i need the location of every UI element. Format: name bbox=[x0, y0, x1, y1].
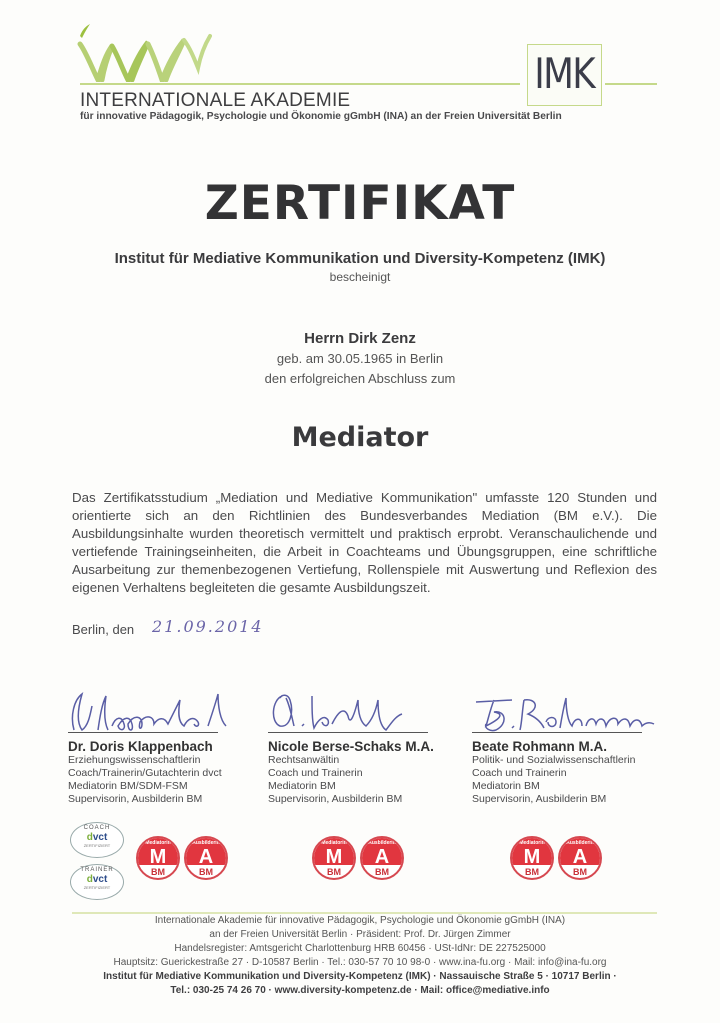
signatory-name: Nicole Berse-Schaks M.A. bbox=[268, 739, 434, 754]
seal-org: BM bbox=[327, 867, 341, 877]
seal-text: COACH bbox=[83, 825, 111, 831]
signatory-role: Supervisorin, Ausbilderin BM bbox=[472, 793, 607, 805]
dvct-trainer-seal-icon bbox=[70, 864, 124, 900]
bm-ausbilderin-seal-icon bbox=[360, 836, 404, 880]
signatory-role: Politik- und Sozialwissenschaftlerin bbox=[472, 754, 636, 766]
seal-letter: A bbox=[374, 846, 390, 868]
dvct-seals bbox=[70, 822, 124, 900]
signature-line bbox=[268, 732, 428, 733]
completion-text: den erfolgreichen Abschluss zum bbox=[264, 371, 456, 386]
signatory-name: Dr. Doris Klappenbach bbox=[68, 739, 213, 754]
seal-text-d: d bbox=[86, 874, 93, 885]
footer-line: an der Freien Universität Berlin · Präsident: Prof. Dr. Jürgen Zimmer bbox=[209, 929, 511, 940]
seal-org: BM bbox=[151, 867, 165, 877]
footer-line: Hauptsitz: Guerickestraße 27 · D-10587 Berlin · Tel.: 030-57 70 10 98-0 · www.ina-fu.org · Mail: info@ina-fu.org bbox=[113, 957, 607, 968]
issuing-institute: Institut für Mediative Kommunikation und Diversity-Kompetenz (IMK) bbox=[114, 250, 606, 267]
bm-mediatorin-seal-icon bbox=[510, 836, 554, 880]
signatory-role: Supervisorin, Ausbilderin BM bbox=[268, 793, 403, 805]
signatory-role: Coach und Trainerin bbox=[472, 767, 567, 779]
signatory-role: Coach/Trainerin/Gutachterin dvct bbox=[68, 767, 222, 779]
signatory-role: Mediatorin BM/SDM-FSM bbox=[68, 780, 188, 792]
seal-text: ZERTIFIZIERT bbox=[83, 885, 111, 890]
seal-arc: Mediatorin bbox=[145, 840, 171, 846]
seal-arc: Mediatorin bbox=[321, 840, 347, 846]
seal-letter: M bbox=[523, 846, 541, 868]
ina-grass-logo-icon bbox=[72, 22, 212, 82]
seal-letter: A bbox=[572, 846, 588, 868]
seal-letter: M bbox=[325, 846, 343, 868]
header-divider bbox=[80, 83, 520, 85]
seal-text-vct: vct bbox=[92, 874, 108, 885]
signatory-role: Supervisorin, Ausbilderin BM bbox=[68, 793, 203, 805]
qualification-title: Mediator bbox=[291, 422, 429, 453]
academy-title: INTERNATIONALE AKADEMIE bbox=[80, 90, 351, 111]
recipient-name: Herrn Dirk Zenz bbox=[304, 330, 416, 347]
seal-arc: Ausbilderin bbox=[566, 840, 594, 846]
certifies-label: bescheinigt bbox=[329, 270, 391, 284]
signatory-role: Rechtsanwältin bbox=[268, 754, 340, 766]
signature-rohmann-icon bbox=[472, 686, 657, 734]
recipient-birth: geb. am 30.05.1965 in Berlin bbox=[276, 351, 444, 366]
seal-org: BM bbox=[573, 867, 587, 877]
seal-text bbox=[71, 874, 123, 885]
handwritten-date: 21.09.2014 bbox=[152, 617, 264, 636]
dvct-coach-seal-icon bbox=[70, 822, 124, 858]
bm-seals-3 bbox=[510, 836, 602, 880]
signatory-1 bbox=[68, 686, 253, 806]
footer-line: Handelsregister: Amtsgericht Charlottenburg HRB 60456 · USt-IdNr: DE 227525000 bbox=[174, 943, 546, 954]
signature-berse-schaks-icon bbox=[268, 686, 438, 734]
signatory-role: Erziehungswissenschaftlerin bbox=[68, 754, 201, 766]
bm-mediatorin-seal-icon bbox=[136, 836, 180, 880]
seal-arc: Ausbilderin bbox=[192, 840, 220, 846]
bm-seals-2 bbox=[312, 836, 404, 880]
seal-text-vct: vct bbox=[92, 832, 108, 843]
seal-arc: Ausbilderin bbox=[368, 840, 396, 846]
imk-logo-text: IMK bbox=[534, 49, 595, 98]
bm-ausbilderin-seal-icon bbox=[184, 836, 228, 880]
certificate-title: ZERTIFIKAT bbox=[204, 176, 516, 231]
seal-letter: M bbox=[149, 846, 167, 868]
signatory-name: Beate Rohmann M.A. bbox=[472, 739, 608, 754]
signatory-2 bbox=[268, 686, 453, 806]
signatory-role: Mediatorin BM bbox=[268, 780, 336, 792]
seal-text: ZERTIFIZIERT bbox=[83, 843, 111, 848]
seal-org: BM bbox=[375, 867, 389, 877]
signatory-role: Mediatorin BM bbox=[472, 780, 540, 792]
footer-divider bbox=[72, 912, 657, 914]
place-label: Berlin, den bbox=[72, 622, 135, 637]
academy-subtitle: für innovative Pädagogik, Psychologie und Ökonomie gGmbH (INA) an der Freien Universität Berlin bbox=[80, 111, 562, 122]
seal-letter: A bbox=[198, 846, 214, 868]
seal-text: TRAINER bbox=[80, 867, 114, 873]
seal-org: BM bbox=[525, 867, 539, 877]
bm-mediatorin-seal-icon bbox=[312, 836, 356, 880]
course-description: Das Zertifikatsstudium „Mediation und Mediative Kommunikation" umfasste 120 Stunden und orientierte sich an den Richtlinien des Bundesverbandes Mediation (BM e.V.). Die Ausbildungsinhalte wurden theoretisch vermittelt und praktisch erprobt. Veranschaulichende und vertiefende Trainingseinheiten, die Arbeit in Coachteams und Übungsgruppen, eine schriftliche Ausarbeitung zur themenbezogenen Vertiefung, Rollenspiele mit Auswertung und Reflexion des eigenen Verhaltens begleiteten die gesamte Ausbildungszeit. bbox=[72, 490, 657, 595]
footer-imk-contact: Tel.: 030-25 74 26 70 · www.diversity-kompetenz.de · Mail: office@mediative.info bbox=[170, 985, 550, 996]
signature-line bbox=[472, 732, 642, 733]
seal-arc: Mediatorin bbox=[519, 840, 545, 846]
seal-org: BM bbox=[199, 867, 213, 877]
bm-ausbilderin-seal-icon bbox=[558, 836, 602, 880]
footer-imk-address: Institut für Mediative Kommunikation und Diversity-Kompetenz (IMK) · Nassauische Straße 5 · 10717 Berlin · bbox=[103, 971, 617, 982]
header-divider-right bbox=[605, 83, 657, 85]
signatory-role: Coach und Trainerin bbox=[268, 767, 363, 779]
seal-text-d: d bbox=[86, 832, 93, 843]
signature-klappenbach-icon bbox=[68, 686, 238, 734]
seal-text bbox=[71, 832, 123, 843]
bm-seals-1 bbox=[136, 836, 228, 880]
imk-logo bbox=[527, 44, 602, 106]
signatory-3 bbox=[472, 686, 657, 806]
signature-line bbox=[68, 732, 218, 733]
footer-line: Internationale Akademie für innovative Pädagogik, Psychologie und Ökonomie gGmbH (INA) bbox=[154, 915, 566, 926]
